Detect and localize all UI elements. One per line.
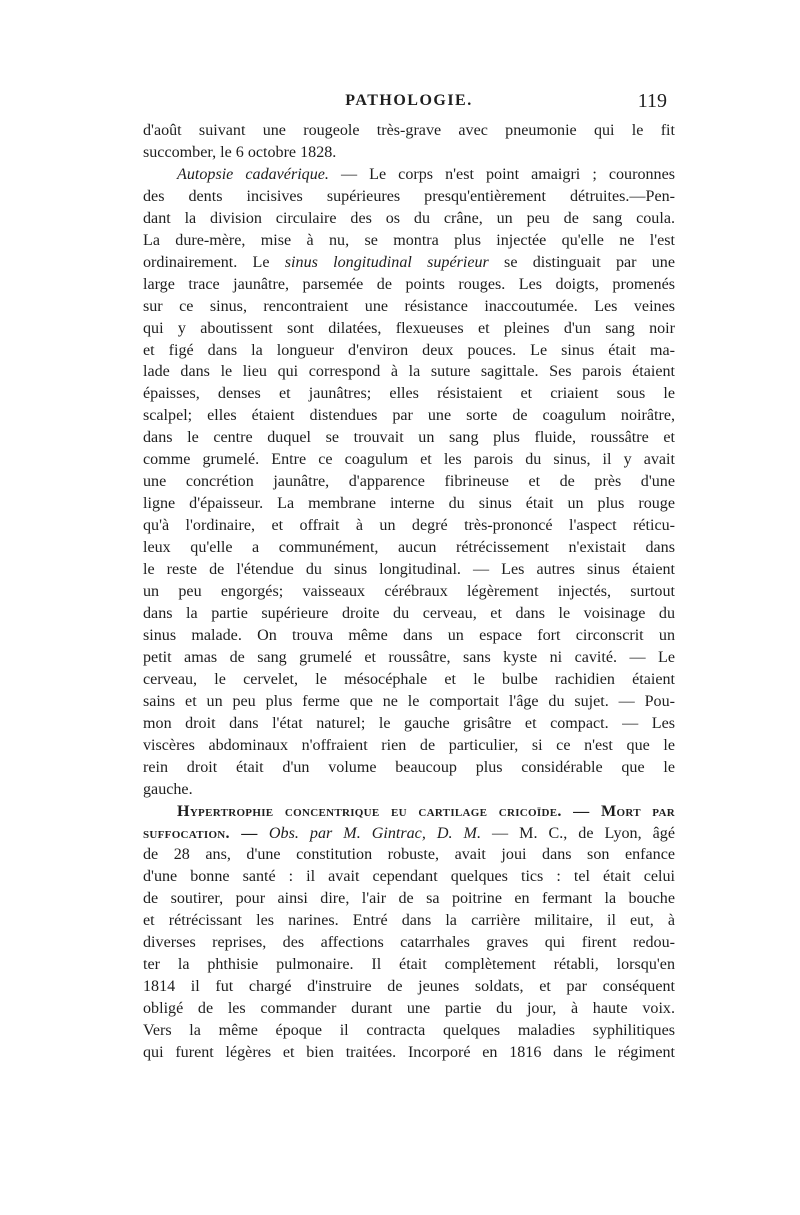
text-line: ligne d'épaisseur. La membrane interne du sinus était un plus rouge bbox=[143, 495, 675, 513]
text-line: comme grumelé. Entre ce coagulum et les parois du sinus, il y avait bbox=[143, 451, 675, 469]
text-line: obligé de les commander durant une partie du jour, à haute voix. bbox=[143, 1000, 675, 1018]
text-line: scalpel; elles étaient distendues par une sorte de coagulum noirâtre, bbox=[143, 407, 675, 425]
text-line bbox=[143, 823, 675, 845]
text-line: de soutirer, pour ainsi dire, l'air de sa poitrine en fermant la bouche bbox=[143, 890, 675, 908]
text-run: ordinairement. Le bbox=[143, 253, 285, 271]
text-line: petit amas de sang grumelé et roussâtre, sans kyste ni cavité. — Le bbox=[143, 648, 675, 666]
text-line: ter la phthisie pulmonaire. Il était complètement rétabli, lorsqu'en bbox=[143, 956, 675, 974]
text-line: mon droit dans l'état naturel; le gauche grisâtre et compact. — Les bbox=[143, 714, 675, 732]
section-heading-small-caps: suffocation. — bbox=[143, 824, 269, 842]
text-line: succomber, le 6 octobre 1828. bbox=[143, 143, 337, 161]
page-number: 119 bbox=[637, 90, 667, 112]
text-line: sains et un peu plus ferme que ne le comportait l'âge du sujet. — Pou- bbox=[143, 692, 675, 710]
section-heading-small-caps: Hypertrophie concentrique eu cartilage cricoïde. — Mort par bbox=[177, 802, 675, 820]
text-line: gauche. bbox=[143, 780, 193, 798]
text-line: des dents incisives supérieures presqu'entièrement détruites.—Pen- bbox=[143, 187, 675, 205]
text-run: se distinguait par une bbox=[488, 253, 675, 271]
text-line: dant la division circulaire des os du crâne, un peu de sang coula. bbox=[143, 209, 675, 227]
italic-term: sinus longitudinal supérieur bbox=[284, 253, 489, 271]
text-line: diverses reprises, des affections catarrhales graves qui firent redou- bbox=[143, 934, 675, 952]
text-line: épaisses, denses et jaunâtres; elles résistaient et criaient sous le bbox=[143, 385, 675, 403]
text-line: un peu engorgés; vaisseaux cérébraux légèrement injectés, surtout bbox=[143, 583, 675, 601]
text-line: dans la partie supérieure droite du cerveau, et dans le voisinage du bbox=[143, 604, 675, 622]
text-line bbox=[143, 164, 675, 186]
text-line: Vers la même époque il contracta quelques maladies syphilitiques bbox=[143, 1022, 675, 1040]
observation-attribution: Obs. par M. Gintrac, D. M. bbox=[268, 824, 481, 842]
text-line bbox=[143, 801, 675, 823]
text-line: d'août suivant une rougeole très-grave avec pneumonie qui le fit bbox=[143, 122, 675, 139]
text-line: et rétrécissant les narines. Entré dans la carrière militaire, il eut, à bbox=[143, 912, 675, 930]
text-line: d'une bonne santé : il avait cependant quelques tics : tel était celui bbox=[143, 868, 675, 886]
text-line: qui furent légères et bien traitées. Incorporé en 1816 dans le régiment bbox=[143, 1044, 675, 1062]
text-line: qui y aboutissent sont dilatées, flexueuses et pleines d'un sang noir bbox=[143, 319, 675, 337]
text-line: de 28 ans, d'une constitution robuste, avait joui dans son enfance bbox=[143, 846, 675, 864]
text-run: — Le corps n'est point amaigri ; couronnes bbox=[328, 165, 675, 183]
text-line: leux qu'elle a communément, aucun rétrécissement n'existait dans bbox=[143, 539, 675, 557]
book-page bbox=[143, 92, 675, 1064]
text-line: le reste de l'étendue du sinus longitudinal. — Les autres sinus étaient bbox=[143, 561, 675, 579]
text-line: sur ce sinus, rencontraient une résistance inaccoutumée. Les veines bbox=[143, 297, 675, 315]
text-line: lade dans le lieu qui correspond à la suture sagittale. Ses parois étaient bbox=[143, 363, 675, 381]
section-heading-italic: Autopsie cadavérique. bbox=[177, 165, 329, 183]
text-line: une concrétion jaunâtre, d'apparence fibrineuse et de près d'une bbox=[143, 473, 675, 491]
text-line: large trace jaunâtre, parsemée de points rouges. Les doigts, promenés bbox=[143, 275, 675, 293]
text-line: sinus malade. On trouva même dans un espace fort circonscrit un bbox=[143, 626, 675, 644]
text-line: La dure-mère, mise à nu, se montra plus injectée qu'elle ne l'est bbox=[143, 231, 675, 249]
text-line: viscères abdominaux n'offraient rien de particulier, si ce n'est que le bbox=[143, 736, 675, 754]
text-line: qu'à l'ordinaire, et offrait à un degré très-prononcé l'aspect réticu- bbox=[143, 517, 675, 535]
running-head bbox=[143, 92, 675, 120]
text-line: cerveau, le cervelet, le mésocéphale et le bulbe rachidien étaient bbox=[143, 670, 675, 688]
text-line: 1814 il fut chargé d'instruire de jeunes soldats, et par conséquent bbox=[143, 978, 675, 996]
text-run: — M. C., de Lyon, âgé bbox=[480, 824, 675, 842]
text-line: rein droit était d'un volume beaucoup plus considérable que le bbox=[143, 758, 675, 776]
body-text bbox=[143, 120, 675, 1064]
running-title: PATHOLOGIE. bbox=[345, 92, 473, 109]
text-line bbox=[143, 252, 675, 274]
text-line: et figé dans la longueur d'environ deux pouces. Le sinus était ma- bbox=[143, 341, 675, 359]
text-line: dans le centre duquel se trouvait un sang plus fluide, roussâtre et bbox=[143, 429, 675, 447]
